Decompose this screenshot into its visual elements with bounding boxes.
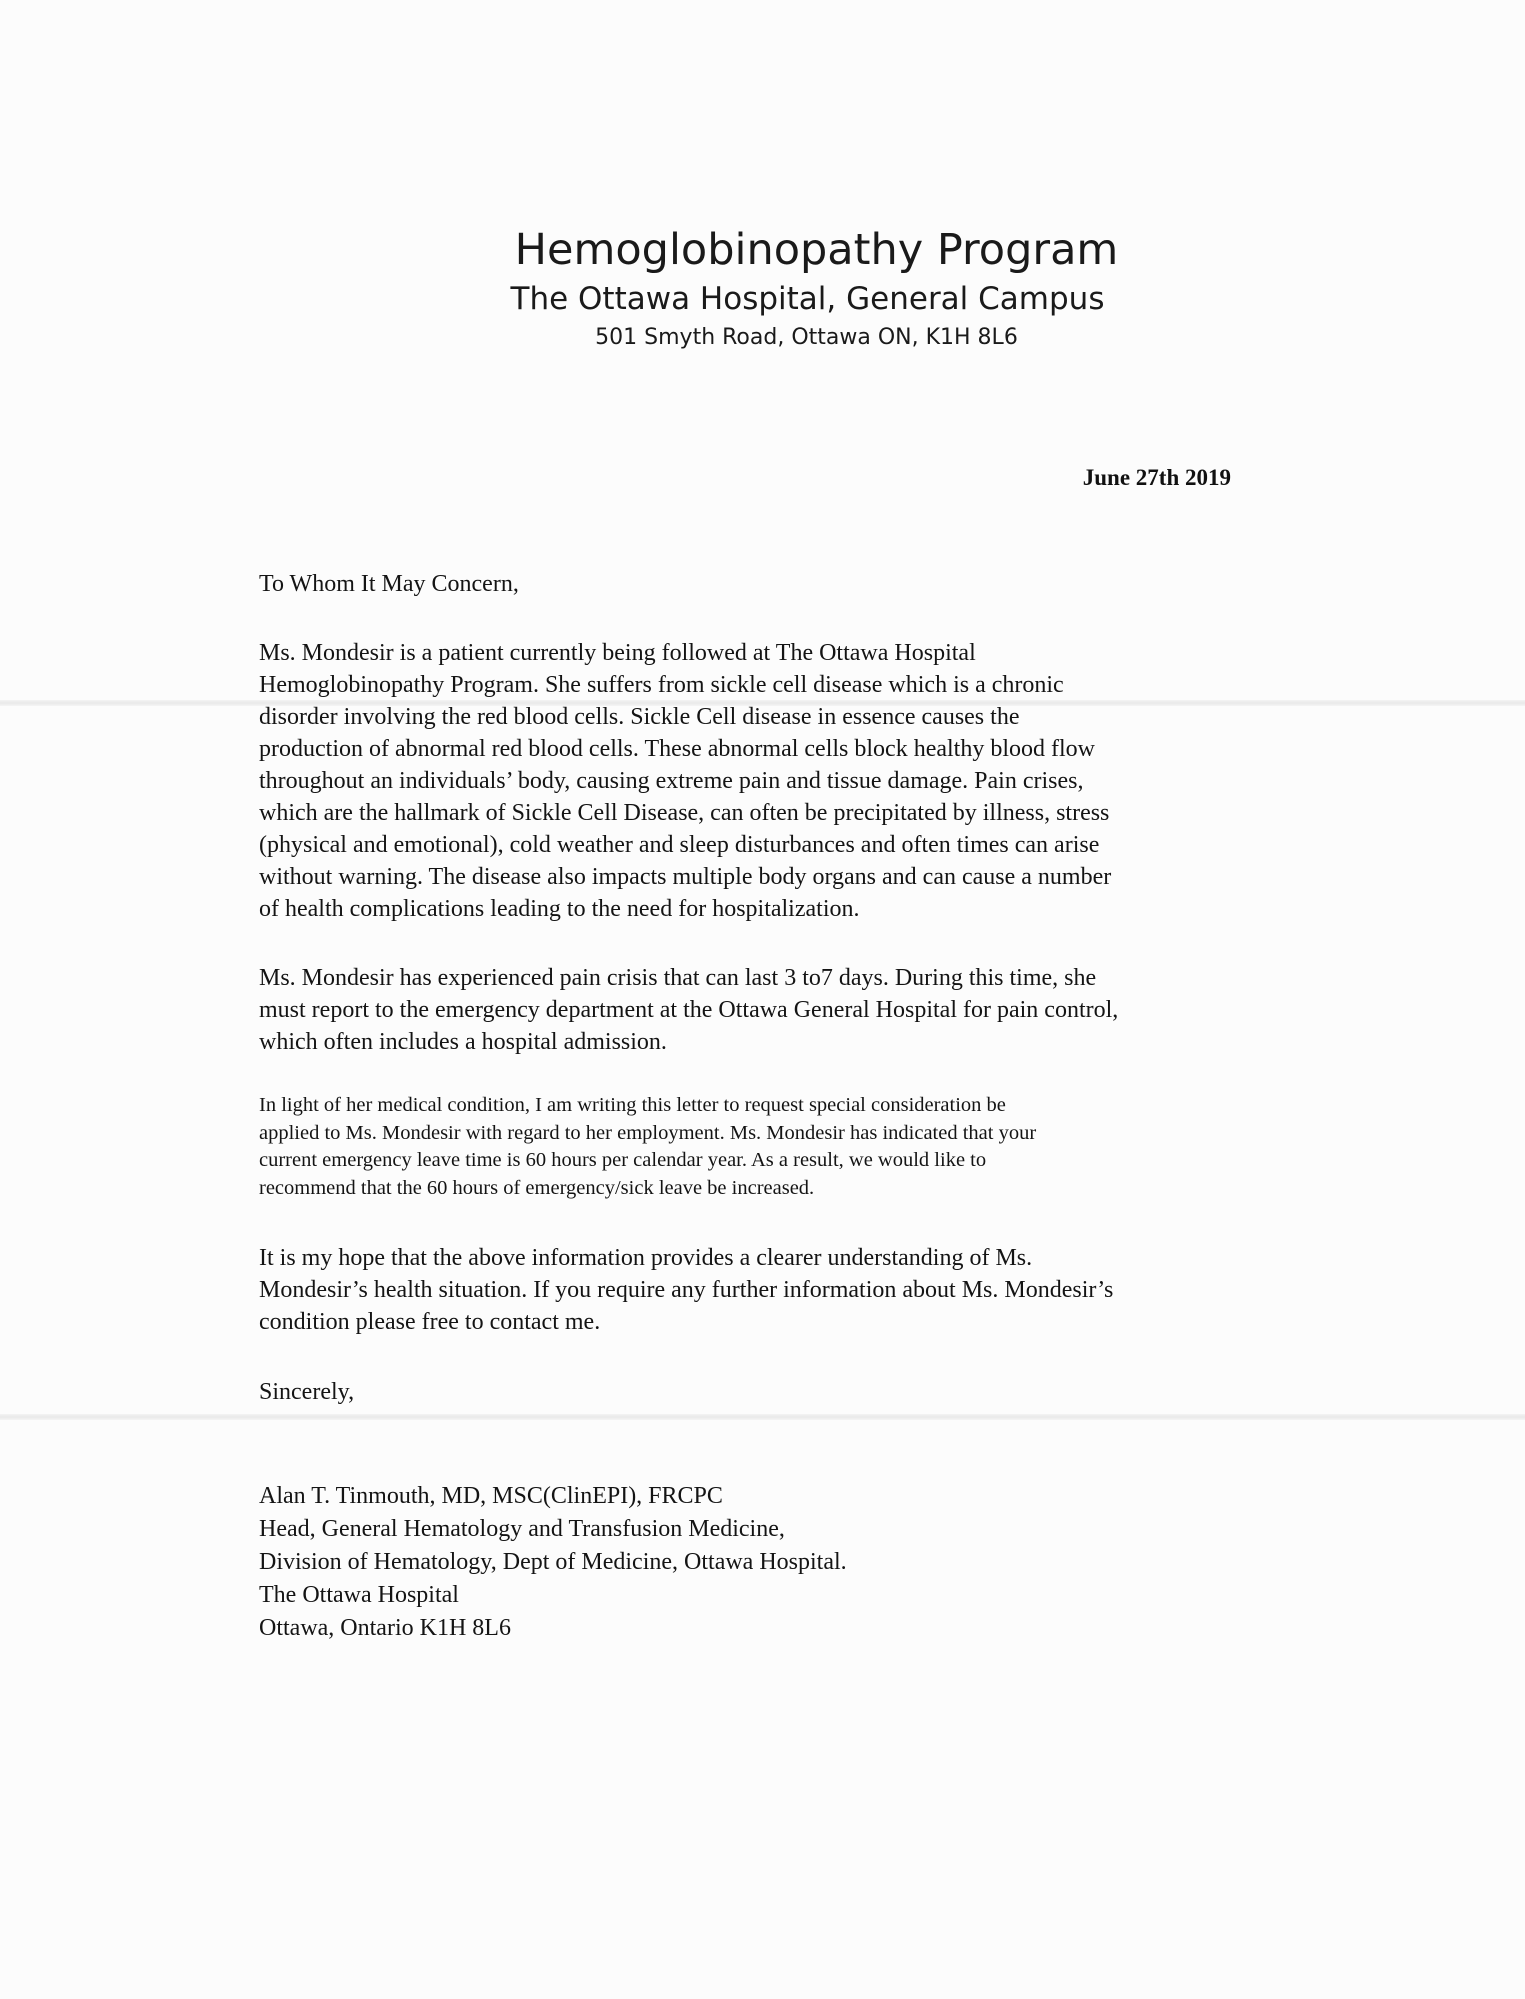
letterhead [0,222,1525,356]
closing: Sincerely, [259,1379,355,1405]
signer-position: Head, General Hematology and Transfusion Medicine, [259,1516,785,1542]
signature-block [259,1480,1319,1645]
hospital-address: 501 Smyth Road, Ottawa ON, K1H 8L6 [595,325,1018,350]
hospital-name: The Ottawa Hospital, General Campus [510,281,1105,317]
paragraph-request: In light of her medical condition, I am writing this letter to request special consideration be applied to Ms. Mondesir with regard to her employment. Ms. Mondesir has indicated that your current emergency leave time is 60 hours per calendar year. As a result, we would like to recommend that the 60 hours of emergency/sick leave be increased. [259,1094,1037,1199]
signer-organization: The Ottawa Hospital [259,1582,459,1608]
paragraph-closing-remarks: It is my hope that the above information provides a clearer understanding of Ms. Mondesir’s health situation. If you require any further information about Ms. Mondesir’s condition please free to contact me. [259,1245,1114,1335]
paragraph-condition: Ms. Mondesir is a patient currently being followed at The Ottawa Hospital Hemoglobinopathy Program. She suffers from sickle cell disease which is a chronic disorder involving the red blood cells. Sickle Cell disease in essence causes the production of abnormal red blood cells. These abnormal cells block healthy blood flow throughout an individuals’ body, causing extreme pain and tissue damage. Pain crises, which are the hallmark of Sickle Cell Disease, can often be precipitated by illness, stress (physical and emotional), cold weather and sleep disturbances and often times can arise without warning. The disease also impacts multiple body organs and can cause a number of health complications leading to the need for hospitalization. [259,640,1112,922]
paragraph-pain-crisis: Ms. Mondesir has experienced pain crisis that can last 3 to7 days. During this time, she must report to the emergency department at the Ottawa General Hospital for pain control, which often includes a hospital admission. [259,965,1119,1055]
signer-division: Division of Hematology, Dept of Medicine, Ottawa Hospital. [259,1549,847,1575]
program-title: Hemoglobinopathy Program [514,225,1119,275]
signer-city: Ottawa, Ontario K1H 8L6 [259,1615,511,1641]
signer-name: Alan T. Tinmouth, MD, MSC(ClinEPI), FRCPC [259,1483,723,1509]
letter-date: June 27th 2019 [1082,465,1231,490]
letter-body [259,568,1319,1645]
salutation: To Whom It May Concern, [259,571,519,597]
